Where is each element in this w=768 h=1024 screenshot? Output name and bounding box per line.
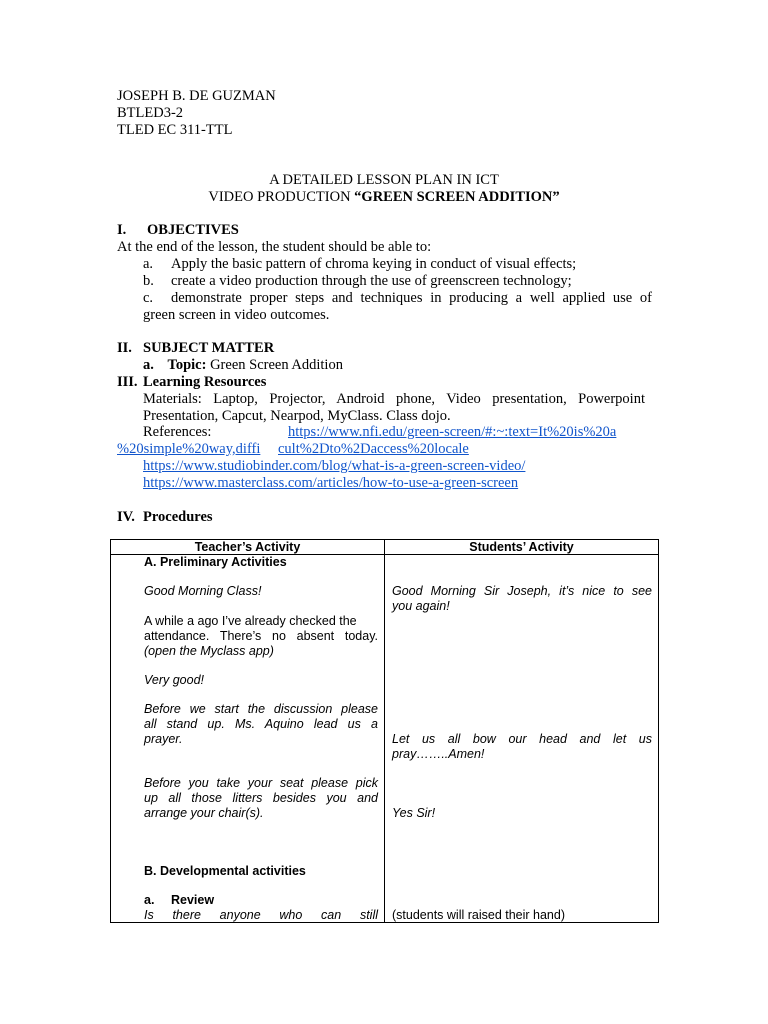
section-numeral: II. (117, 340, 132, 356)
list-marker: b. (143, 273, 154, 289)
procedures-heading: Procedures (143, 509, 213, 525)
teacher-line: Good Morning Class! (144, 584, 262, 598)
review-heading: Review (171, 893, 215, 907)
materials-list-continuation: Presentation, Capcut, Nearpod, MyClass. Class dojo. (143, 408, 451, 424)
teacher-line: up all those litters besides you and (144, 791, 378, 805)
course-code: TLED EC 311-TTL (117, 122, 233, 138)
teacher-line: Very good! (144, 673, 204, 687)
student-line: Yes Sir! (392, 806, 436, 820)
teacher-activity-header: Teacher’s Activity (194, 540, 301, 554)
reference-link[interactable]: https://www.nfi.edu/green-screen/#:~:text=It%20is%20a (288, 424, 617, 440)
teacher-line: arrange your chair(s). (144, 806, 264, 820)
objectives-heading: OBJECTIVES (147, 222, 239, 238)
teacher-line: Before you take your seat please pick (144, 776, 378, 790)
reference-link[interactable]: https://www.masterclass.com/articles/how-to-use-a-green-screen (143, 475, 519, 491)
topic-label: Topic: (167, 357, 207, 373)
review-marker: a. (144, 893, 155, 907)
student-line: (students will raised their hand) (392, 908, 565, 922)
section-numeral: III. (117, 374, 138, 390)
reference-link-continuation[interactable]: cult%2Dto%2Daccess%20locale (278, 441, 469, 457)
student-line: you again! (392, 599, 450, 613)
preliminary-activities-heading: A. Preliminary Activities (144, 555, 287, 569)
objective-item: Apply the basic pattern of chroma keying in conduct of visual effects; (171, 256, 577, 272)
reference-link[interactable]: https://www.studiobinder.com/blog/what-is-a-green-screen-video/ (143, 458, 526, 474)
objective-item-continuation: green screen in video outcomes. (143, 307, 330, 323)
student-line: Good Morning Sir Joseph, it’s nice to see (392, 584, 652, 598)
teacher-line: (open the Myclass app) (144, 644, 274, 658)
teacher-line: Is there anyone who can still (144, 908, 378, 922)
objective-item: create a video production through the use of greenscreen technology; (171, 273, 572, 289)
subject-matter-heading: SUBJECT MATTER (143, 340, 275, 356)
reference-link-continuation[interactable]: %20simple%20way,diffi (117, 441, 261, 457)
student-line: pray……..Amen! (392, 747, 485, 761)
references-label: References: (143, 424, 212, 440)
objectives-intro: At the end of the lesson, the student should be able to: (117, 239, 432, 255)
document-title: A DETAILED LESSON PLAN IN ICT (269, 172, 499, 188)
teacher-line: prayer. (144, 732, 183, 746)
document-subtitle (0, 189, 768, 206)
subtitle-topic: “GREEN SCREEN ADDITION” (354, 189, 560, 205)
procedures-table (110, 539, 659, 923)
list-marker: c. (143, 290, 154, 306)
section-numeral: IV. (117, 509, 135, 525)
objective-item: demonstrate proper steps and techniques in producing a well applied use of (171, 290, 652, 306)
author-name: JOSEPH B. DE GUZMAN (117, 88, 276, 104)
section-numeral: I. (117, 222, 127, 238)
developmental-activities-heading: B. Developmental activities (144, 864, 306, 878)
topic-value: Green Screen Addition (206, 357, 343, 373)
teacher-line: Before we start the discussion please (144, 702, 378, 716)
topic-line (143, 357, 343, 374)
list-marker: a. (143, 357, 154, 373)
teacher-line: attendance. There’s no absent today. (144, 629, 378, 643)
subtitle-prefix: VIDEO PRODUCTION (208, 189, 355, 205)
class-section: BTLED3-2 (117, 105, 184, 121)
materials-list: Materials: Laptop, Projector, Android phone, Video presentation, Powerpoint (143, 391, 645, 407)
teacher-line: A while a ago I’ve already checked the (144, 614, 357, 628)
student-line: Let us all bow our head and let us (392, 732, 652, 746)
list-marker: a. (143, 256, 154, 272)
teacher-line: all stand up. Ms. Aquino lead us a (144, 717, 378, 731)
students-activity-header: Students’ Activity (469, 540, 574, 554)
learning-resources-heading: Learning Resources (143, 374, 267, 390)
column-divider (384, 540, 385, 922)
